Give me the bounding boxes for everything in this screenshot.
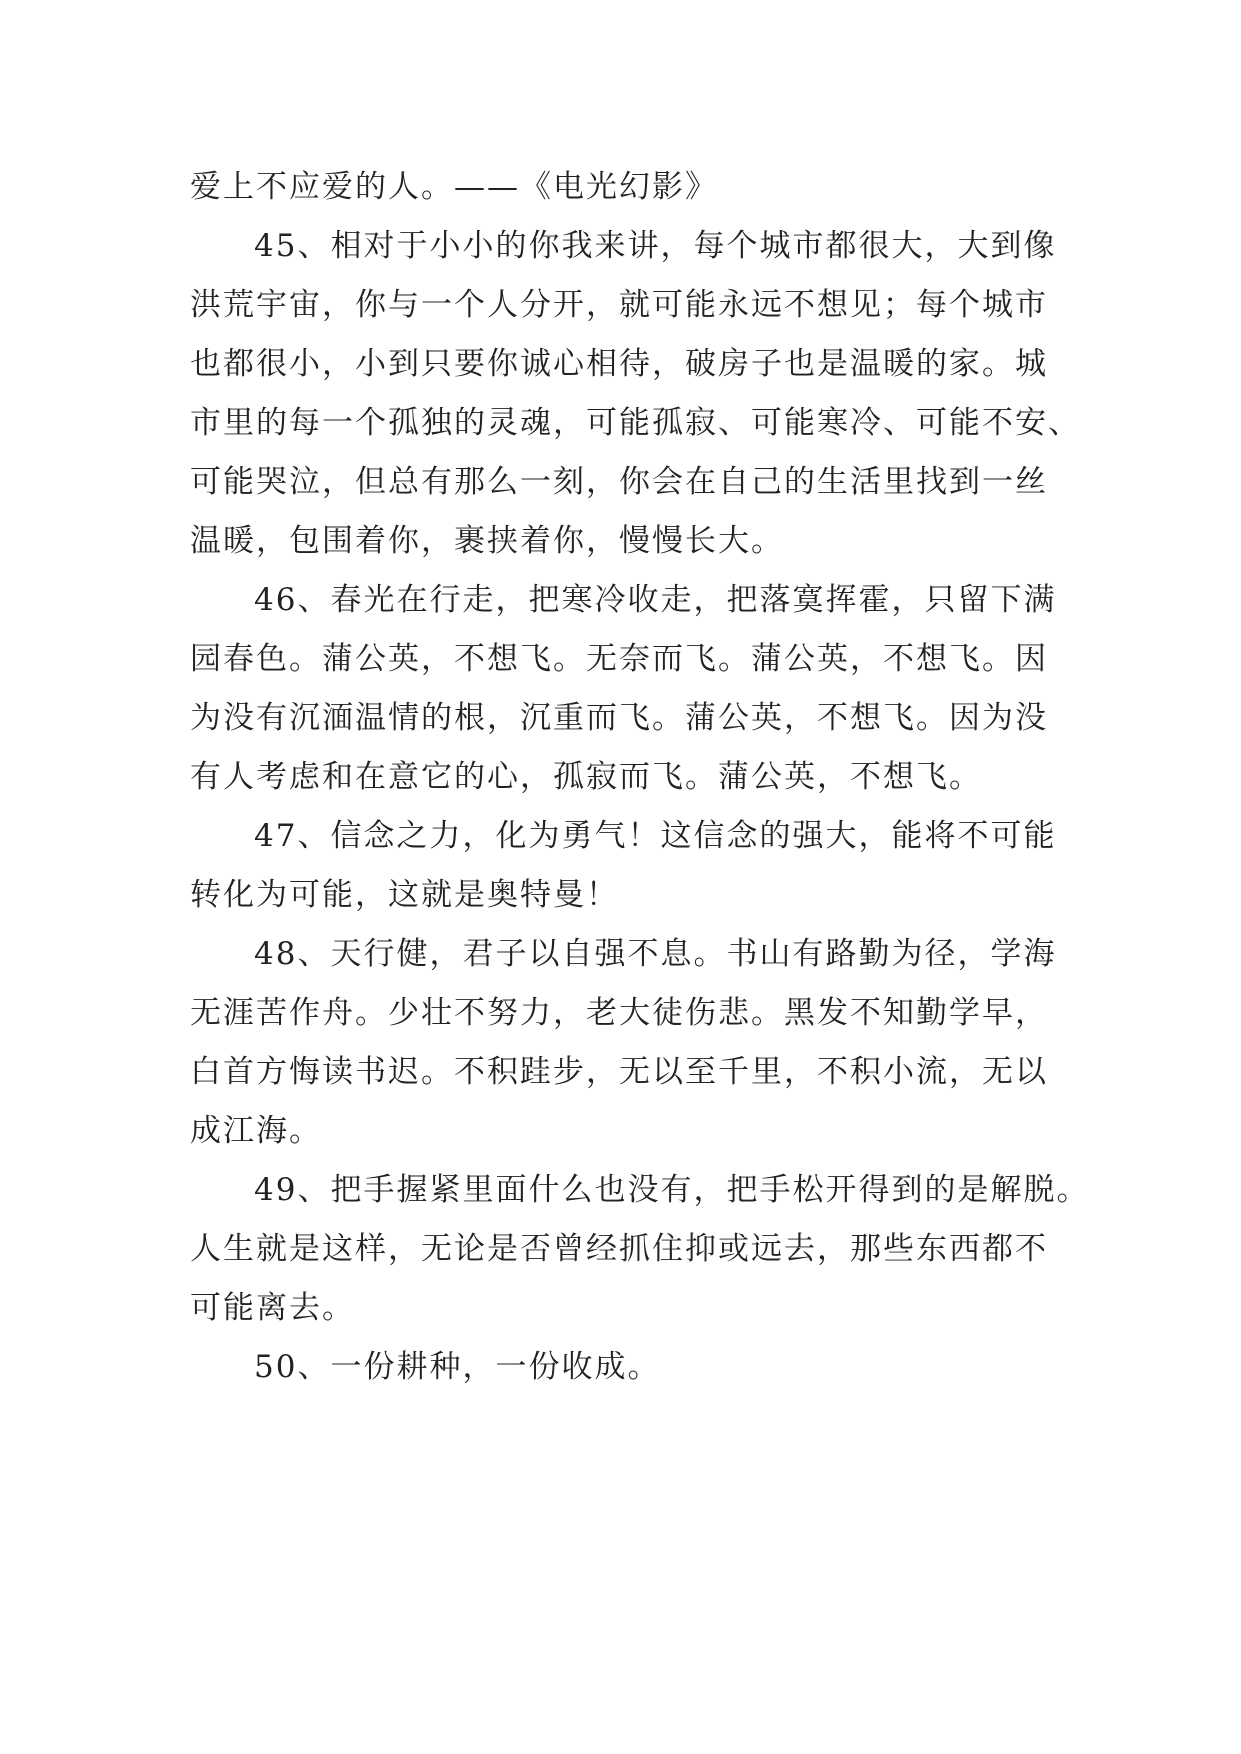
text-line: 园春色。蒲公英，不想飞。无奈而飞。蒲公英，不想飞。因: [190, 641, 1048, 677]
text-line: 可能哭泣，但总有那么一刻，你会在自己的生活里找到一丝: [190, 464, 1048, 500]
text-line: 有人考虑和在意它的心，孤寂而飞。蒲公英，不想飞。: [190, 759, 982, 795]
text-line: 可能离去。: [190, 1290, 355, 1326]
text-line: 爱上不应爱的人。——《电光幻影》: [190, 169, 718, 205]
text-line: 洪荒宇宙，你与一个人分开，就可能永远不想见；每个城市: [190, 287, 1048, 323]
text-line: 市里的每一个孤独的灵魂，可能孤寂、可能寒冷、可能不安、: [190, 405, 1081, 441]
text-line: 无涯苦作舟。少壮不努力，老大徒伤悲。黑发不知勤学早，: [190, 995, 1048, 1031]
text-line: 温暖，包围着你，裹挟着你，慢慢长大。: [190, 523, 784, 559]
document-body: [190, 158, 1090, 1397]
paragraph-48-line: 48、天行健，君子以自强不息。书山有路勤为径，学海: [254, 936, 1057, 972]
text-line: 转化为可能，这就是奥特曼！: [190, 877, 619, 913]
text-line: 人生就是这样，无论是否曾经抓住抑或远去，那些东西都不: [190, 1231, 1048, 1267]
text-line: 为没有沉湎温情的根，沉重而飞。蒲公英，不想飞。因为没: [190, 700, 1048, 736]
paragraph-46-line: 46、春光在行走，把寒冷收走，把落寞挥霍，只留下满: [254, 582, 1057, 618]
paragraph-45-line: 45、相对于小小的你我来讲，每个城市都很大，大到像: [254, 228, 1057, 264]
paragraph-47-line: 47、信念之力，化为勇气！这信念的强大，能将不可能: [254, 818, 1057, 854]
text-line: 白首方悔读书迟。不积跬步，无以至千里，不积小流，无以: [190, 1054, 1048, 1090]
paragraph-49-line: 49、把手握紧里面什么也没有，把手松开得到的是解脱。: [254, 1172, 1090, 1208]
text-line: 也都很小，小到只要你诚心相待，破房子也是温暖的家。城: [190, 346, 1048, 382]
paragraph-50-line: 50、一份耕种，一份收成。: [254, 1349, 661, 1385]
text-line: 成江海。: [190, 1113, 322, 1149]
